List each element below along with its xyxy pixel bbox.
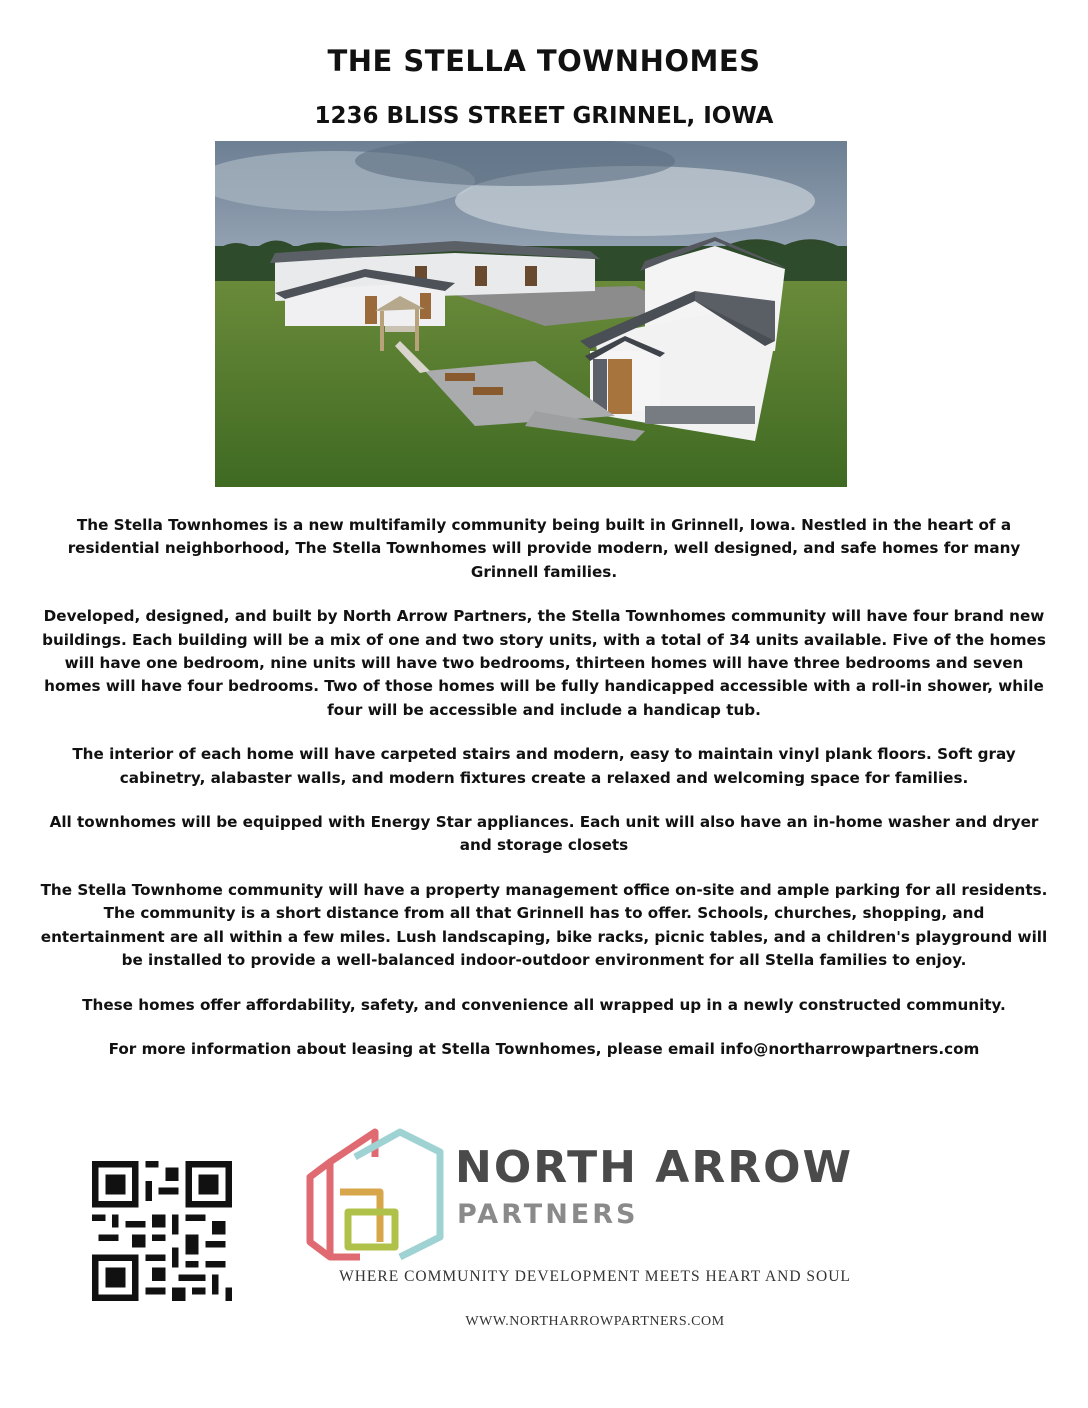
brand-tagline: WHERE COMMUNITY DEVELOPMENT MEETS HEART AND SOUL — [339, 1268, 851, 1285]
north-arrow-logo-icon — [300, 1117, 446, 1267]
paragraph-interior: The interior of each home will have carpeted stairs and modern, easy to maintain vinyl plank floors. Soft gray cabinetry, alabaster walls, and modern fixtures create a relaxed and welcoming space for families. — [72, 745, 1016, 787]
brand-name: NORTH ARROW — [455, 1142, 854, 1193]
paragraph-contact: For more information about leasing at Stella Townhomes, please email info@northarrowpartners.com — [108, 1039, 980, 1058]
paragraph-intro: The Stella Townhomes is a new multifamily community being built in Grinnell, Iowa. Nestled in the heart of a residential neighborhood, The Stella Townhomes will provide modern, well designed, and safe homes for many Grinnell families. — [67, 516, 1021, 581]
townhomes-rendering — [215, 141, 847, 487]
paragraph-appliances: All townhomes will be equipped with Energy Star appliances. Each unit will also have an in-home washer and dryer and storage closets — [49, 813, 1039, 855]
page-title: THE STELLA TOWNHOMES — [327, 44, 761, 78]
qr-code-icon[interactable] — [92, 1161, 232, 1301]
address: 1236 BLISS STREET GRINNEL, IOWA — [314, 103, 774, 129]
paragraph-community: The Stella Townhome community will have a property management office on-site and ample parking for all residents. The community is a short distance from all that Grinnell has to offer. Schools, churches, shopping, and entertainment are all within a few miles. Lush landscaping, bike racks, picnic tables, and a children's playground will be installed to provide a well-balanced indoor-outdoor environment for all Stella families to enjoy. — [40, 880, 1048, 970]
website-link[interactable]: WWW.NORTHARROWPARTNERS.COM — [465, 1314, 725, 1329]
paragraph-summary: These homes offer affordability, safety, and convenience all wrapped up in a newly constructed community. — [82, 995, 1006, 1014]
paragraph-development: Developed, designed, and built by North Arrow Partners, the Stella Townhomes community will have four brand new buildings. Each building will be a mix of one and two story units, with a total of 34 units available. Five of the homes will have one bedroom, nine units will have two bedrooms, thirteen homes will have three bedrooms and seven homes will have four bedrooms. Two of those homes will be fully handicapped accessible with a roll-in shower, while four will be accessible and include a handicap tub. — [42, 607, 1046, 719]
description — [40, 514, 1048, 1082]
brand-subtitle: PARTNERS — [457, 1199, 639, 1230]
